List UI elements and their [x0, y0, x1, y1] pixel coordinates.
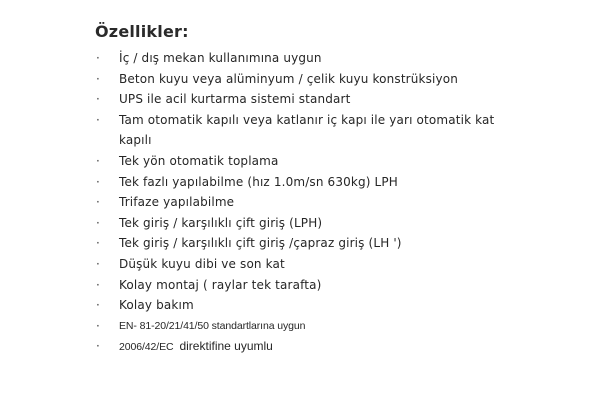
bullet-icon: · [96, 318, 100, 333]
list-item [96, 336, 606, 358]
list-item [96, 295, 606, 316]
list-item [96, 89, 606, 110]
list-item [96, 151, 606, 172]
directive-code: 2006/42/EC [119, 341, 174, 354]
bullet-icon: · [96, 112, 100, 127]
bullet-icon: · [96, 92, 100, 107]
bullet-icon: · [96, 51, 100, 65]
bullet-icon: · [96, 71, 100, 86]
directive-suffix: direktifine uyumlu [179, 339, 273, 354]
list-item [96, 213, 606, 234]
feature-text: UPS ile acil kurtarma sistemi standart [119, 92, 351, 107]
feature-text: Beton kuyu veya alüminyum / çelik kuyu konstrüksiyon [119, 71, 459, 86]
list-item [96, 192, 606, 213]
bullet-icon: · [96, 174, 100, 189]
bullet-icon: · [96, 277, 100, 292]
bullet-icon: · [96, 215, 100, 230]
feature-text: Kolay bakım [119, 298, 194, 313]
bullet-icon: · [96, 339, 100, 354]
feature-text [119, 336, 514, 358]
feature-text: Kolay montaj ( raylar tek tarafta) [119, 277, 322, 292]
feature-text: Tek yön otomatik toplama [119, 153, 279, 168]
list-item [96, 316, 606, 337]
features-list [96, 48, 606, 358]
feature-text: Tek giriş / karşılıklı çift giriş /çapraz giriş (LH ') [119, 236, 402, 251]
list-item [96, 172, 606, 193]
feature-text: İç / dış mekan kullanımına uygun [119, 51, 322, 65]
bullet-icon: · [96, 298, 100, 313]
list-item [96, 110, 606, 151]
bullet-icon: · [96, 236, 100, 251]
list-item [96, 48, 606, 69]
feature-text: Tek fazlı yapılabilme (hız 1.0m/sn 630kg) LPH [119, 174, 398, 189]
feature-text: Tek giriş / karşılıklı çift giriş (LPH) [119, 215, 323, 230]
bullet-icon: · [96, 256, 100, 271]
feature-text: Düşük kuyu dibi ve son kat [119, 256, 285, 271]
feature-text: EN- 81-20/21/41/50 standartlarına uygun [119, 319, 306, 332]
feature-text: Tam otomatik kapılı veya katlanır iç kapı ile yarı otomatik kat kapılı [119, 112, 495, 148]
bullet-icon: · [96, 195, 100, 210]
list-item [96, 69, 606, 90]
list-item [96, 233, 606, 254]
list-item [96, 254, 606, 275]
bullet-icon: · [96, 153, 100, 168]
features-heading: Özellikler: [95, 22, 189, 41]
list-item [96, 275, 606, 296]
feature-text: Trifaze yapılabilme [119, 195, 235, 210]
